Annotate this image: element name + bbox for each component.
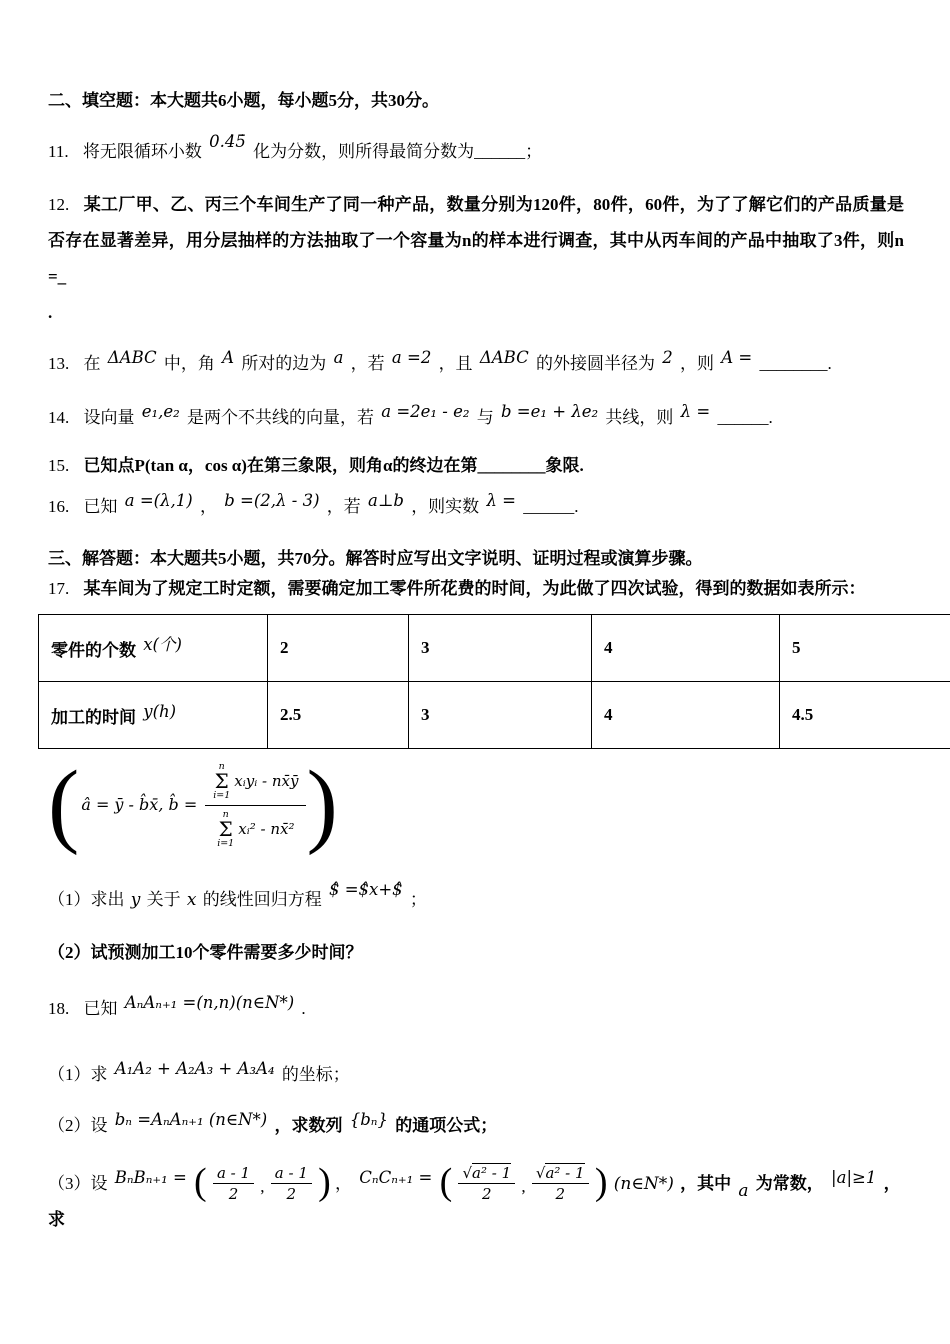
regression-coefficient-formula — [48, 752, 338, 857]
q18-s1-math-vector-sum: A₁A₂ + A₂A₃ + A₃A₄ — [114, 1058, 275, 1078]
tall-right-paren-2: ) — [594, 1161, 608, 1204]
q17-s1-math-x: x — [186, 890, 197, 911]
q18-text-2: . — [301, 998, 306, 1018]
q17-s1-text-2: 关于 — [146, 890, 181, 910]
tall-right-paren-1: ) — [318, 1161, 331, 1204]
q18-sub-2 — [48, 1111, 904, 1141]
q17-s1-text-4: ； — [409, 890, 427, 910]
q16-math-vector-b: b =(2,λ - 3) — [224, 491, 320, 511]
q14-text-4: 共线，则 — [605, 407, 674, 427]
fraction-numerator — [532, 1163, 589, 1184]
q13-number: 13. — [48, 353, 70, 373]
sigma-symbol-2: Σ — [218, 817, 233, 842]
sigma-symbol: Σ — [214, 769, 229, 794]
sigma-summation-den — [217, 810, 234, 849]
q18-s2-text-1: （2）设 — [48, 1116, 108, 1136]
q14-math-e1-e2: e₁,e₂ — [141, 401, 180, 421]
q18-s2-math-bn-sequence: {bₙ} — [349, 1110, 388, 1130]
q17-s1-text-3: 的线性回归方程 — [202, 890, 322, 910]
row-label-parts-math: x(个) — [143, 634, 182, 654]
q18-s1-text-2: 的坐标； — [281, 1064, 350, 1084]
q18-s3-math-constant-a: a — [738, 1181, 749, 1202]
fraction-a-minus-1-over-2-a — [213, 1164, 254, 1203]
cell-parts-1: 2 — [268, 615, 409, 682]
cell-parts-2: 3 — [409, 615, 592, 682]
question-15 — [48, 451, 904, 481]
row-label-parts — [39, 615, 268, 682]
fraction-numerator — [458, 1163, 515, 1184]
q18-s3-math-vector-B: BₙBₙ₊₁ = — [114, 1168, 187, 1188]
q16-text-1: 已知 — [83, 497, 118, 517]
cell-parts-3: 4 — [592, 615, 780, 682]
sigma-summation-num — [213, 762, 230, 801]
q18-s3-text-5: ，求 — [48, 1174, 901, 1230]
q15-text: 已知点P(tan α，cos α)在第三象限，则角α的终边在第________象限. — [83, 455, 584, 475]
sigma-upper-n-2: n — [222, 808, 229, 820]
sigma-upper-n: n — [218, 760, 225, 772]
q18-text-1: 已知 — [83, 998, 118, 1018]
q18-s3-math-abs-a-geq-1: |a|≥1 — [831, 1168, 877, 1188]
q13-text-4: ，若 — [350, 353, 385, 373]
fraction-denominator: 2 — [228, 1184, 239, 1203]
q12-paragraph — [48, 187, 904, 295]
q11-text-2: 化为分数，则所得最简分数为______； — [253, 142, 543, 161]
radical-sign: √ — [462, 1164, 473, 1183]
fraction-sqrt-a2-minus-1-over-2-b — [532, 1163, 589, 1203]
q18-math-vector-AnAn1: AₙAₙ₊₁ =(n,n)(n∈N*) — [124, 992, 295, 1012]
q13-text-6: 的外接圆半径为 — [535, 353, 655, 373]
cell-parts-4: 5 — [780, 615, 950, 682]
q17-data-table — [38, 614, 950, 749]
q12-number: 12. — [48, 194, 70, 214]
table-row-time — [39, 682, 950, 749]
q16-math-vector-a: a =(λ,1) — [124, 491, 193, 511]
q13-text-7: ，则 — [679, 353, 714, 373]
q13-text-5: ，且 — [438, 353, 473, 373]
q14-text-2: 是两个不共线的向量，若 — [187, 407, 375, 427]
formula-lead: â = ȳ - b̂x̄, b̂ = — [81, 794, 198, 814]
q18-number: 18. — [48, 998, 70, 1018]
q18-sub-1 — [48, 1060, 904, 1090]
q14-number: 14. — [48, 407, 70, 427]
formula-fraction — [205, 760, 306, 849]
sigma-lower-i1-2: i=1 — [217, 838, 235, 850]
q18-s3-math-vector-C: CₙCₙ₊₁ = — [359, 1168, 433, 1188]
question-18 — [48, 994, 904, 1024]
q18-s3-math-n-in-N: (n∈N*) — [613, 1174, 674, 1195]
fraction-numerator: a - 1 — [213, 1164, 254, 1184]
comma-separator-1: , — [260, 1177, 265, 1197]
fraction-denominator: 2 — [482, 1185, 492, 1204]
fraction-denominator: 2 — [555, 1185, 565, 1204]
q11-text-1: 将无限循环小数 — [82, 142, 202, 161]
denominator-expression: xᵢ² - nx̄² — [238, 820, 295, 839]
q13-math-radius-2: 2 — [662, 347, 673, 367]
fraction-sqrt-a2-minus-1-over-2-a — [458, 1163, 515, 1203]
table-row-parts — [39, 615, 950, 682]
q14-math-vector-b: b =e₁ + λe₂ — [501, 401, 599, 421]
fraction-denominator: 2 — [286, 1184, 297, 1203]
q17-number: 17. — [48, 579, 70, 599]
section-3-heading: 三、解答题：本大题共5小题，共70分。解答时应写出文字说明、证明过程或演算步骤。 — [48, 549, 703, 569]
fraction-numerator: a - 1 — [271, 1164, 312, 1184]
q13-blank: ________. — [759, 353, 832, 373]
q16-math-lambda-equals: λ = — [486, 491, 516, 511]
row-label-parts-text: 零件的个数 — [51, 640, 136, 660]
tall-left-paren-1: ( — [194, 1161, 207, 1204]
q16-text-2: ， — [199, 497, 217, 517]
q18-s2-text-3: 的通项公式； — [395, 1116, 498, 1136]
question-16 — [48, 492, 904, 522]
q12-continuation: . — [48, 302, 53, 322]
radicand: a² - 1 — [545, 1164, 585, 1183]
q16-text-4: ，则实数 — [411, 497, 480, 517]
big-left-paren: ( — [48, 752, 80, 857]
q13-text-2: 中，角 — [163, 353, 215, 373]
question-12 — [48, 187, 904, 331]
q14-text-1: 设向量 — [83, 407, 135, 427]
q13-math-triangle-1: ΔABC — [107, 347, 157, 367]
q11-number: 11. — [48, 142, 69, 161]
q16-number: 16. — [48, 497, 70, 517]
section-2-heading: 二、填空题：本大题共6小题，每小题5分，共30分。 — [48, 91, 439, 110]
numerator-expression: xᵢyᵢ - nx̄ȳ — [234, 772, 299, 791]
q18-s3-text-4: 为常数， — [755, 1174, 824, 1194]
q18-s2-text-2: ，求数列 — [274, 1116, 343, 1136]
question-13 — [48, 349, 904, 379]
q18-s3-text-1: （3）设 — [48, 1174, 108, 1194]
q17-sub-1 — [48, 880, 904, 916]
question-14 — [48, 403, 904, 433]
q17-s1-math-y: y — [130, 890, 141, 911]
formula-numerator — [205, 760, 306, 806]
cell-time-3: 4 — [592, 682, 780, 749]
q18-sub-3 — [48, 1161, 904, 1235]
q13-math-angle-A: A — [222, 347, 235, 367]
q18-s1-text-1: （1）求 — [48, 1064, 108, 1084]
radicand: a² - 1 — [472, 1164, 512, 1183]
fraction-a-minus-1-over-2-b — [271, 1164, 312, 1203]
tall-left-paren-2: ( — [439, 1161, 453, 1204]
q13-math-a-equals-2: a =2 — [391, 347, 432, 367]
big-right-paren: ) — [306, 752, 338, 857]
q18-s3-text-3: ，其中 — [680, 1174, 732, 1194]
comma-separator-2: , — [521, 1177, 526, 1197]
cell-time-1: 2.5 — [268, 682, 409, 749]
q14-math-vector-a: a =2e₁ - e₂ — [381, 401, 470, 421]
q18-s2-math-bn-definition: bₙ =AₙAₙ₊₁ (n∈N*) — [114, 1110, 268, 1130]
q17-s1-regression-equation: $̂ =$̂x+$̂ — [328, 880, 403, 900]
q13-math-side-a: a — [333, 347, 344, 367]
q16-math-perpendicular: a⊥b — [368, 491, 404, 511]
q14-math-lambda-equals: λ = — [680, 401, 711, 421]
q18-s3-text-2: ， — [335, 1174, 353, 1194]
row-label-time-math: y(h) — [143, 701, 177, 721]
sigma-lower-i1: i=1 — [213, 790, 231, 802]
formula-denominator — [217, 806, 294, 849]
radical-sign: √ — [535, 1164, 546, 1183]
q14-blank: ______. — [717, 407, 773, 427]
q13-text-1: 在 — [83, 353, 101, 373]
q14-text-3: 与 — [476, 407, 494, 427]
cell-time-4: 4.5 — [780, 682, 950, 749]
q16-blank: ______. — [523, 497, 579, 517]
q16-text-3: ，若 — [326, 497, 361, 517]
q17-sub-2: （2）试预测加工10个零件需要多少时间？ — [48, 942, 363, 962]
q13-math-triangle-2: ΔABC — [479, 347, 529, 367]
q17-intro-text: 某车间为了规定工时定额，需要确定加工零件所花费的时间，为此做了四次试验，得到的数据如表所示： — [83, 579, 866, 599]
q15-number: 15. — [48, 455, 70, 475]
q13-text-3: 所对的边为 — [241, 353, 327, 373]
q17-s1-text-1: （1）求出 — [48, 890, 125, 910]
row-label-time — [39, 682, 268, 749]
q12-text: 某工厂甲、乙、丙三个车间生产了同一种产品，数量分别为120件，80件，60件，为了了解它们的产品质量是否存在显著差异，用分层抽样的方法抽取了一个容量为n的样本进行调查，其中从丙车间的产品中抽取了3件，则n =_ — [48, 194, 905, 286]
question-17 — [48, 575, 904, 604]
question-11 — [48, 132, 904, 167]
row-label-time-text: 加工的时间 — [51, 707, 136, 727]
q11-repeating-decimal: 0.4̇5̇ — [209, 132, 246, 151]
cell-time-2: 3 — [409, 682, 592, 749]
q13-math-A-equals: A = — [721, 347, 753, 367]
